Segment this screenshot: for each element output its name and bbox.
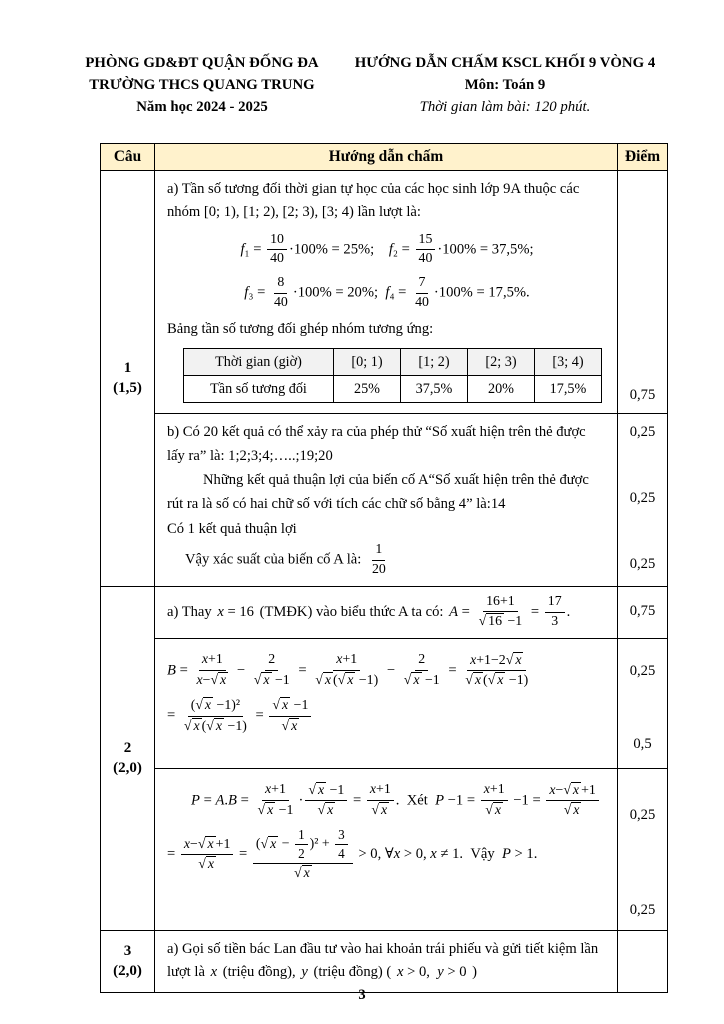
question-1-row (101, 170, 667, 586)
grading-table (100, 143, 668, 994)
freq-value-cell: 17,5% (535, 376, 602, 403)
score-value: 0,75 (629, 386, 656, 403)
q2c-formula-line2: = $\frac{x-√ x +1}{√ x}$ = (√ x − $\frac{1}{2}$ )² + $\frac{3}{4}$ √ x > 0, ∀x > 0, x ≠ 1. Vậy P > 1. (167, 827, 538, 881)
question-3-row (101, 930, 667, 992)
q2-part-c (155, 768, 667, 930)
q3a-math1: x (210, 964, 218, 981)
school-year: Năm học 2024 - 2025 (136, 99, 268, 116)
freq-header-cell: Thời gian (giờ) (184, 349, 334, 376)
q2b-formula-line1: B = $\frac{x+1}{x-√ x}$ − $\frac{2}{√ x -1}$ = $\frac{x+1}{√ x (√ x -1)}$ − $\frac{2}{√ x -1}$ = $\frac{x+1-2√ x}{√ x (√ x -1)}$ (167, 652, 529, 689)
question-number: 2 (123, 739, 132, 756)
q2c-guide-cell (155, 769, 617, 930)
q2-part-b (155, 638, 667, 768)
score-value: 0,5 (633, 736, 652, 753)
question-1-label (101, 171, 155, 586)
q1-part-a (155, 171, 667, 413)
score-value: 0,25 (629, 490, 656, 507)
q1a-intro: a) Tần số tương đối thời gian tự học của các học sinh lớp 9A thuộc các nhóm [0; 1), [1; 2), [2; 3), [3; 4) lần lượt là: (167, 180, 580, 221)
document-header (0, 0, 724, 119)
q2a-text2: (TMĐK) vào biểu thức A ta có: (259, 603, 444, 620)
q2c-formula-line1: P = A.B = $\frac{x+1}{√ x -1}$ · $\frac{√ x -1}{√ x}$ = $\frac{x+1}{√ x}$ . Xét P −1 = $\frac{x+1}{√ x}$ −1 = $\frac{x-√ x +1}{√ x}$ (167, 782, 607, 820)
q1-part-b (155, 413, 667, 585)
q3a-text3: (triệu đồng) ( (313, 964, 392, 981)
score-value: 0,25 (629, 424, 656, 441)
freq-value-cell: 20% (468, 376, 535, 403)
q1a-guide-cell (155, 171, 617, 413)
question-2-row (101, 586, 667, 930)
q1b-line1: b) Có 20 kết quả có thể xảy ra của phép thử “Số xuất hiện trên thẻ được lấy ra” là: 1;2;3;4;…..;19;20 (167, 424, 586, 464)
q1b-guide-cell (155, 414, 617, 585)
q3a-text2: (triệu đồng), (222, 964, 296, 981)
q2a-text1: a) Thay (167, 603, 212, 620)
q2a-score-cell (617, 587, 667, 638)
score-value: 0,25 (629, 556, 656, 573)
q1b-line4 (167, 542, 607, 578)
q1b-score-cell (617, 414, 667, 585)
question-3-content (155, 931, 667, 992)
freq-header-cell: [3; 4) (535, 349, 602, 376)
freq-table-value-row (184, 376, 602, 403)
q3a-guide-cell (155, 931, 617, 992)
freq-value-cell: 25% (334, 376, 401, 403)
freq-header-cell: [1; 2) (401, 349, 468, 376)
q3a-line (167, 938, 607, 985)
q2b-score-cell (617, 639, 667, 768)
q3a-score-cell (617, 931, 667, 992)
question-2-content (155, 587, 667, 930)
q1b-line2: Những kết quả thuận lợi của biến cố A“Số xuất hiện trên thẻ được rút ra là số có hai chữ số với tích các chữ số bằng 4” là:14 (167, 472, 589, 512)
q1b-line3: Có 1 kết quả thuận lợi (167, 520, 297, 537)
question-points: (2,0) (113, 760, 142, 777)
table-header-row (101, 144, 667, 170)
question-number: 1 (123, 359, 132, 376)
school-name: TRƯỜNG THCS QUANG TRUNG (89, 77, 315, 94)
column-header-score: Điểm (617, 144, 667, 170)
q3a-text4: ) (472, 964, 478, 981)
q1a-formula-f3-f4: f₃ = $\frac{8}{40}$ ·100% = 20%; f₄ = $\frac{7}{40}$ ·100% = 17,5%. (244, 275, 530, 310)
question-3-label (101, 931, 155, 992)
duration-line: Thời gian làm bài: 120 phút. (419, 99, 591, 116)
score-value: 0,25 (629, 902, 656, 919)
q1a-score-cell (617, 171, 667, 413)
header-right-block (328, 52, 682, 119)
question-1-content (155, 171, 667, 586)
column-header-question: Câu (101, 144, 155, 170)
q1b-line4-text: Vậy xác suất của biến cố A là: (185, 551, 362, 568)
q3-part-a (155, 931, 667, 992)
column-header-guide: Hướng dẫn chấm (328, 147, 444, 165)
document-title: HƯỚNG DẪN CHẤM KSCL KHỐI 9 VÒNG 4 (354, 55, 656, 71)
frequency-table (183, 348, 602, 403)
question-2-label (101, 587, 155, 930)
question-points: (1,5) (113, 380, 142, 397)
score-value: 0,25 (629, 806, 656, 823)
header-left-block (76, 52, 328, 119)
subject-line: Môn: Toán 9 (464, 77, 546, 94)
freq-header-cell: [2; 3) (468, 349, 535, 376)
q1b-line4-math: $\frac{1}{20}$ (371, 542, 386, 577)
question-points: (2,0) (113, 963, 142, 980)
department-name: PHÒNG GD&ĐT QUẬN ĐỐNG ĐA (85, 55, 319, 71)
question-number: 3 (123, 943, 132, 960)
q3a-text1: a) Gọi số tiền bác Lan đầu tư vào hai khoản trái phiếu và gửi tiết kiệm lần lượt là (167, 940, 599, 981)
freq-header-cell: [0; 1) (334, 349, 401, 376)
q3a-math3: x > 0, y > 0 (396, 964, 467, 981)
q2-part-a (155, 587, 667, 638)
q2c-score-cell (617, 769, 667, 930)
q3a-math2: y (301, 964, 308, 981)
freq-value-cell: 37,5% (401, 376, 468, 403)
q2a-line (167, 594, 572, 631)
q2a-math2: A = $\frac{16+1}{√ 16 -1}$ = $\frac{17}{3}$ . (449, 593, 571, 630)
score-value: 0,75 (629, 603, 656, 620)
q2a-math1: x = 16 (217, 603, 254, 620)
q1a-formula-f1-f2: f₁ = $\frac{10}{40}$ ·100% = 25%; f₂ = $\frac{15}{40}$ ·100% = 37,5%; (240, 231, 534, 267)
page-number: 3 (358, 987, 366, 1003)
q2b-guide-cell (155, 639, 617, 768)
q2b-formula-line2: = $\frac{\text{(√ x −1)²}}{√ x (√ x -1)}$ = $\frac{√ x -1}{√ x}$ (167, 697, 607, 735)
score-value: 0,25 (629, 662, 656, 679)
q1a-table-caption: Bảng tần số tương đối ghép nhóm tương ứng: (167, 321, 434, 338)
q2a-guide-cell (155, 587, 617, 638)
freq-value-cell: Tần số tương đối (184, 376, 334, 403)
freq-table-header-row (184, 349, 602, 376)
